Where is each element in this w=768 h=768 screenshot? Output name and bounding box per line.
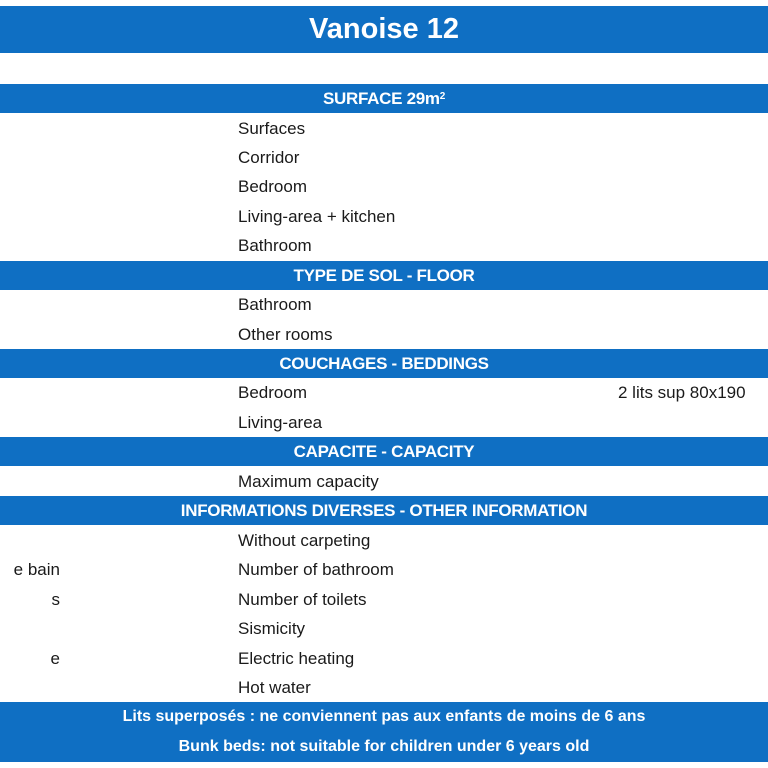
table-row xyxy=(0,526,768,555)
row-label-surfaces: Surfaces xyxy=(238,119,306,138)
beddings-header-text: COUCHAGES - BEDDINGS xyxy=(279,353,489,373)
row-left-clipped xyxy=(0,585,60,614)
row-value-beddings-bedroom: 2 lits sup 80x190 xyxy=(618,383,746,402)
row-label-living-area: Living-area xyxy=(238,413,323,432)
row-left-clipped xyxy=(0,644,60,673)
footer-line-en: Bunk beds: not suitable for children under 6 years old xyxy=(178,738,590,755)
row-label-other-rooms: Other rooms xyxy=(238,325,333,344)
row-label-without-carpeting: Without carpeting xyxy=(238,531,371,550)
table-row xyxy=(0,467,768,496)
row-label-max-capacity: Maximum capacity xyxy=(238,472,379,491)
row-left-text: s xyxy=(51,590,60,609)
table-row xyxy=(0,585,768,614)
section-header-other xyxy=(0,496,768,525)
page-title-text: Vanoise 12 xyxy=(309,13,459,45)
table-row xyxy=(0,231,768,260)
table-row xyxy=(0,114,768,143)
row-label-hot-water: Hot water xyxy=(238,678,311,697)
section-header-floor xyxy=(0,261,768,290)
table-row xyxy=(0,143,768,172)
table-row xyxy=(0,320,768,349)
row-label-beddings-bedroom: Bedroom xyxy=(238,383,307,402)
row-left-text: e xyxy=(50,649,60,668)
table-row xyxy=(0,673,768,702)
row-label-sismicity: Sismicity xyxy=(238,619,306,638)
row-label-number-toilets: Number of toilets xyxy=(238,590,367,609)
row-label-number-bathroom: Number of bathroom xyxy=(238,560,394,579)
row-left-text: e bain xyxy=(13,560,60,579)
surface-header-text: SURFACE 29m xyxy=(323,88,440,108)
row-label-bathroom: Bathroom xyxy=(238,236,312,255)
table-row xyxy=(0,644,768,673)
footer-notice xyxy=(0,702,768,762)
table-row xyxy=(0,408,768,437)
table-row xyxy=(0,172,768,201)
section-header-capacity xyxy=(0,437,768,466)
row-label-bedroom: Bedroom xyxy=(238,177,307,196)
table-row xyxy=(0,378,768,407)
page-title xyxy=(0,6,768,53)
row-left-clipped xyxy=(0,555,60,584)
other-header-text: INFORMATIONS DIVERSES - OTHER INFORMATION xyxy=(180,500,588,520)
row-label-corridor: Corridor xyxy=(238,148,300,167)
table-row xyxy=(0,290,768,319)
row-label-floor-bathroom: Bathroom xyxy=(238,295,312,314)
table-row xyxy=(0,614,768,643)
row-label-electric-heating: Electric heating xyxy=(238,649,355,668)
capacity-header-text: CAPACITE - CAPACITY xyxy=(293,441,475,461)
section-header-beddings xyxy=(0,349,768,378)
table-row xyxy=(0,202,768,231)
row-label-living-kitchen: Living-area + kitchen xyxy=(238,207,396,226)
footer-line-fr: Lits superposés : ne conviennent pas aux enfants de moins de 6 ans xyxy=(122,708,646,725)
table-row xyxy=(0,555,768,584)
section-header-surface: SURFACE 29m $^2$ xyxy=(0,84,768,113)
floor-header-text: TYPE DE SOL - FLOOR xyxy=(293,265,475,285)
